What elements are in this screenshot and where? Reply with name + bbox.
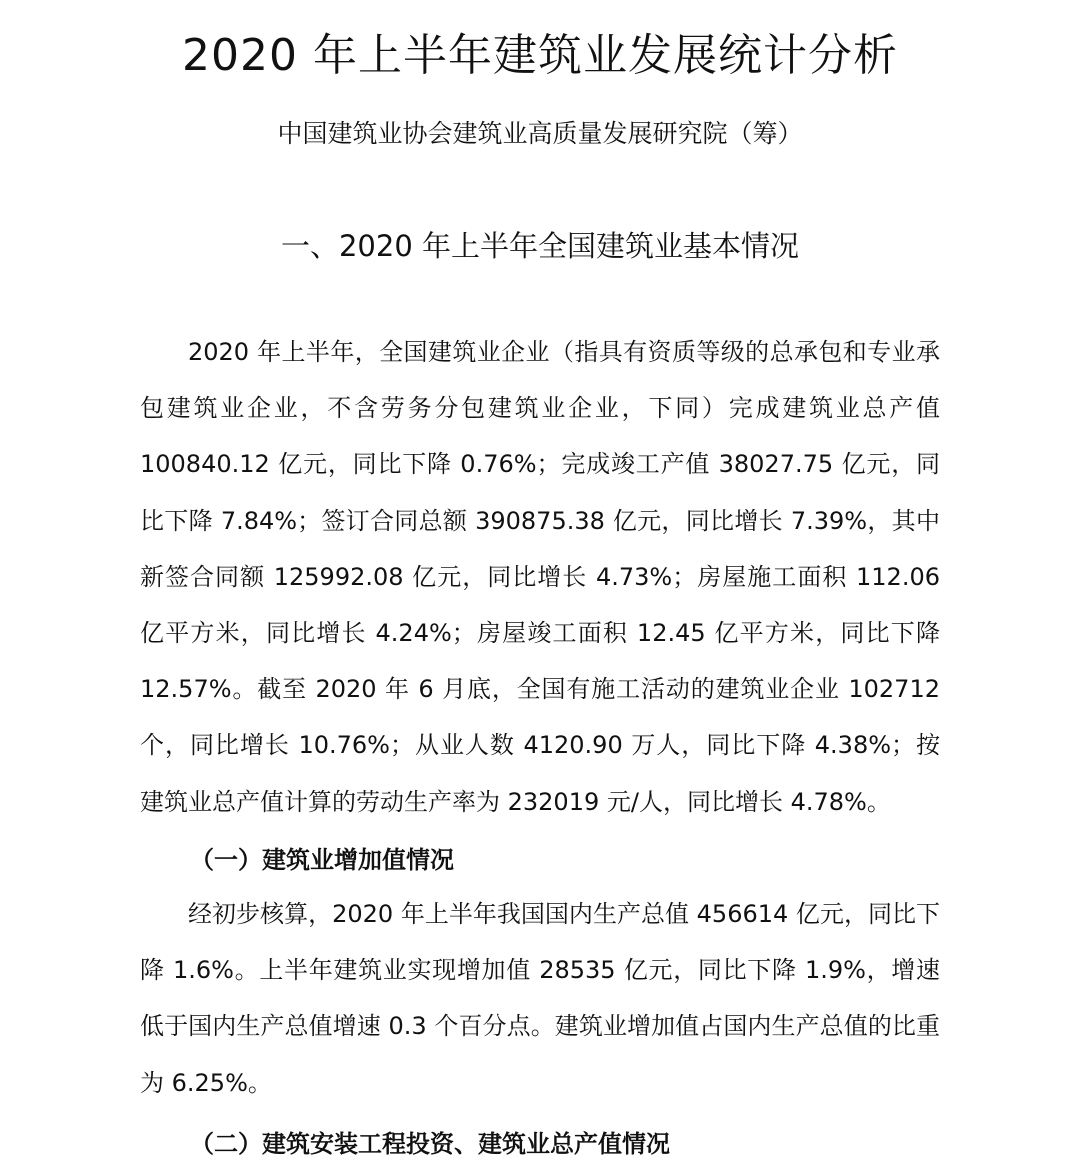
intro-paragraph-text: 2020 年上半年，全国建筑业企业（指具有资质等级的总承包和专业承包建筑业企业，不含劳务分包建筑业企业，下同）完成建筑业总产值 100840.12 亿元，同比下降 0.76%；完成竣工产值 38027.75 亿元，同比下降 7.84%；签订合同总额 390875.38 亿元，同比增长 7.39%，其中新签合同额 125992.08 亿元，同比增长 4.73%；房屋施工面积 112.06 亿平方米，同比增长 4.24%；房屋竣工面积 12.45 亿平方米，同比下降 12.57%。截至 2020 年 6 月底，全国有施工活动的建筑业企业 102712 个，同比增长 10.76%；从业人数 4120.90 万人，同比下降 4.38%；按建筑业总产值计算的劳动生产率为 232019 元/人，同比增长 4.78%。 xyxy=(140,338,940,816)
intro-paragraph xyxy=(140,324,940,830)
value-added-paragraph-text: 经初步核算，2020 年上半年我国国内生产总值 456614 亿元，同比下降 1.6%。上半年建筑业实现增加值 28535 亿元，同比下降 1.9%，增速低于国内生产总值增速 0.3 个百分点。建筑业增加值占国内生产总值的比重为 6.25%。 xyxy=(140,900,940,1097)
subsection-heading-investment: （二）建筑安装工程投资、建筑业总产值情况 xyxy=(190,1130,670,1158)
value-added-paragraph xyxy=(140,886,940,1111)
subsection-heading-value-added: （一）建筑业增加值情况 xyxy=(190,846,454,874)
section-heading: 一、2020 年上半年全国建筑业基本情况 xyxy=(280,229,800,263)
document-title: 2020 年上半年建筑业发展统计分析 xyxy=(182,30,898,81)
document-subtitle: 中国建筑业协会建筑业高质量发展研究院（筹） xyxy=(277,119,803,148)
